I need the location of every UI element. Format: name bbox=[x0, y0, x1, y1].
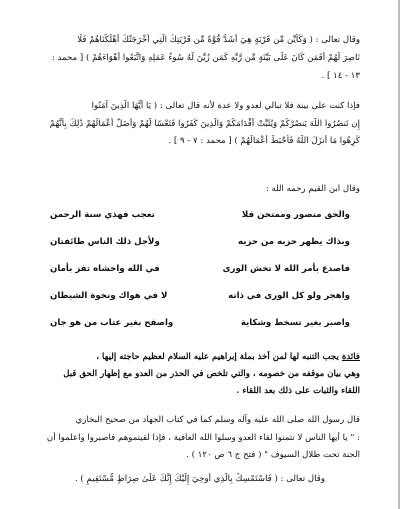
hadith-line-2: الجنة تحت ظلال السيوف " ( فتح ج ٦ ص ١٢٠ ) . bbox=[186, 450, 360, 460]
benefit-line-3: اللقاء والثبات على ذلك بعد اللقاء . bbox=[236, 386, 360, 396]
poem-verse-5 bbox=[50, 316, 350, 330]
verse-hemistich-2: ولأجل ذلك الناس طائفتان bbox=[50, 237, 160, 247]
poem-verse-3 bbox=[50, 262, 350, 276]
text-line-5: إِن تَنصُرُوا اللَّهَ يَنصُرْكُمْ وَيُثَبِّتْ أَقْدَامَكُمْ وَالَّذِينَ كَفَرُوا فَتَعْسًا لَّهُمْ وَأَضَلَّ أَعْمَالَهُمْ ذَٰلِكَ بِأَنَّهُمْ bbox=[49, 119, 360, 129]
verse-hemistich-1: وبذاك يظهر حزبه من حزبه bbox=[238, 237, 350, 247]
verse-hemistich-2: تعجب فهذي سنة الرحمن bbox=[50, 210, 155, 220]
benefit-text: يجب التنبه لها لمن أخذ بملة إبراهيم عليه السلام لعظيم حاجته إليها ، bbox=[96, 352, 339, 362]
benefit-line-1 bbox=[40, 351, 360, 363]
benefit-heading: فائدة bbox=[341, 352, 360, 362]
text-line-6: كَرِهُوا مَا أَنزَلَ اللَّهُ فَأَحْبَطَ أَعْمَالَهُمْ ) [ محمد : ٧ - ٩ ] . bbox=[168, 136, 360, 146]
poem-verse-2 bbox=[50, 235, 350, 249]
text-line-3: ١٣ - ١٤ ] . bbox=[321, 71, 360, 81]
verse-hemistich-1: والحق منصور وممتحن فلا bbox=[241, 210, 350, 220]
text-line-1: وقال تعالى : ( وَكَأَيِّن مِّن قَرْيَةٍ هِيَ أَشَدُّ قُوَّةً مِّن قَرْيَتِكَ الَّتِي أَخْرَجَتْكَ أَهْلَكْنَاهُمْ فَلَا bbox=[77, 35, 360, 45]
text-line-2: نَاصِرَ لَهُمْ أَفَمَن كَانَ عَلَى بَيِّنَةٍ مِّن رَّبِّهِ كَمَن زُيِّنَ لَهُ سُوءُ عَمَلِهِ وَاتَّبَعُوا أَهْوَاءَهُمْ ) [ محمد : bbox=[51, 53, 360, 63]
hadith-line-1: : " يا أيها الناس لا تتمنوا لقاء العدو وسلوا الله العافية ، فإذا لقيتموهم فاصبروا واعلموا أن bbox=[46, 433, 360, 443]
verse-hemistich-2: في الله واخشاه تفز بأمان bbox=[50, 264, 160, 274]
benefit-line-2: وهي بيان موقفه من خصومه ، والتي تلخص في الحذر من العدو مع إظهار الحق قبل bbox=[63, 369, 360, 379]
verse-hemistich-2: واصفح بغير عتاب من هو جان bbox=[50, 318, 174, 328]
text-line-4: فإذا كنت على بينة فلا تبالي لعدو ولا عدة لأنه قال تعالى : ( يَا أَيُّهَا الَّذِينَ آمَنُوا bbox=[91, 101, 360, 111]
verse-hemistich-2: لا في هواك ونخوة الشيطان bbox=[50, 291, 168, 301]
text-line-7 bbox=[40, 154, 360, 166]
poem-verse-4 bbox=[50, 289, 350, 303]
poem-verse-1 bbox=[50, 208, 350, 222]
hadith-intro: قال رسول الله صلى الله عليه وآله وسلم كما في كتاب الجهاد من صحيح البخاري bbox=[75, 415, 360, 425]
verse-hemistich-1: فاصدع بأمر الله لا تخش الورى bbox=[222, 264, 350, 274]
poem-intro: وقال ابن القيم رحمه الله : bbox=[265, 184, 360, 194]
closing-verse: وقال تعالى : ( فَاسْتَمْسِكْ بِالَّذِي أُوحِيَ إِلَيْكَ إِنَّكَ عَلَىٰ صِرَاطٍ مُّسْتَقِيمٍ ) . bbox=[74, 474, 326, 484]
verse-hemistich-1: واصبر بغير تسخط وشكاية bbox=[240, 318, 350, 328]
verse-hemistich-1: واهجر ولو كل الورى في ذاته bbox=[228, 291, 350, 301]
